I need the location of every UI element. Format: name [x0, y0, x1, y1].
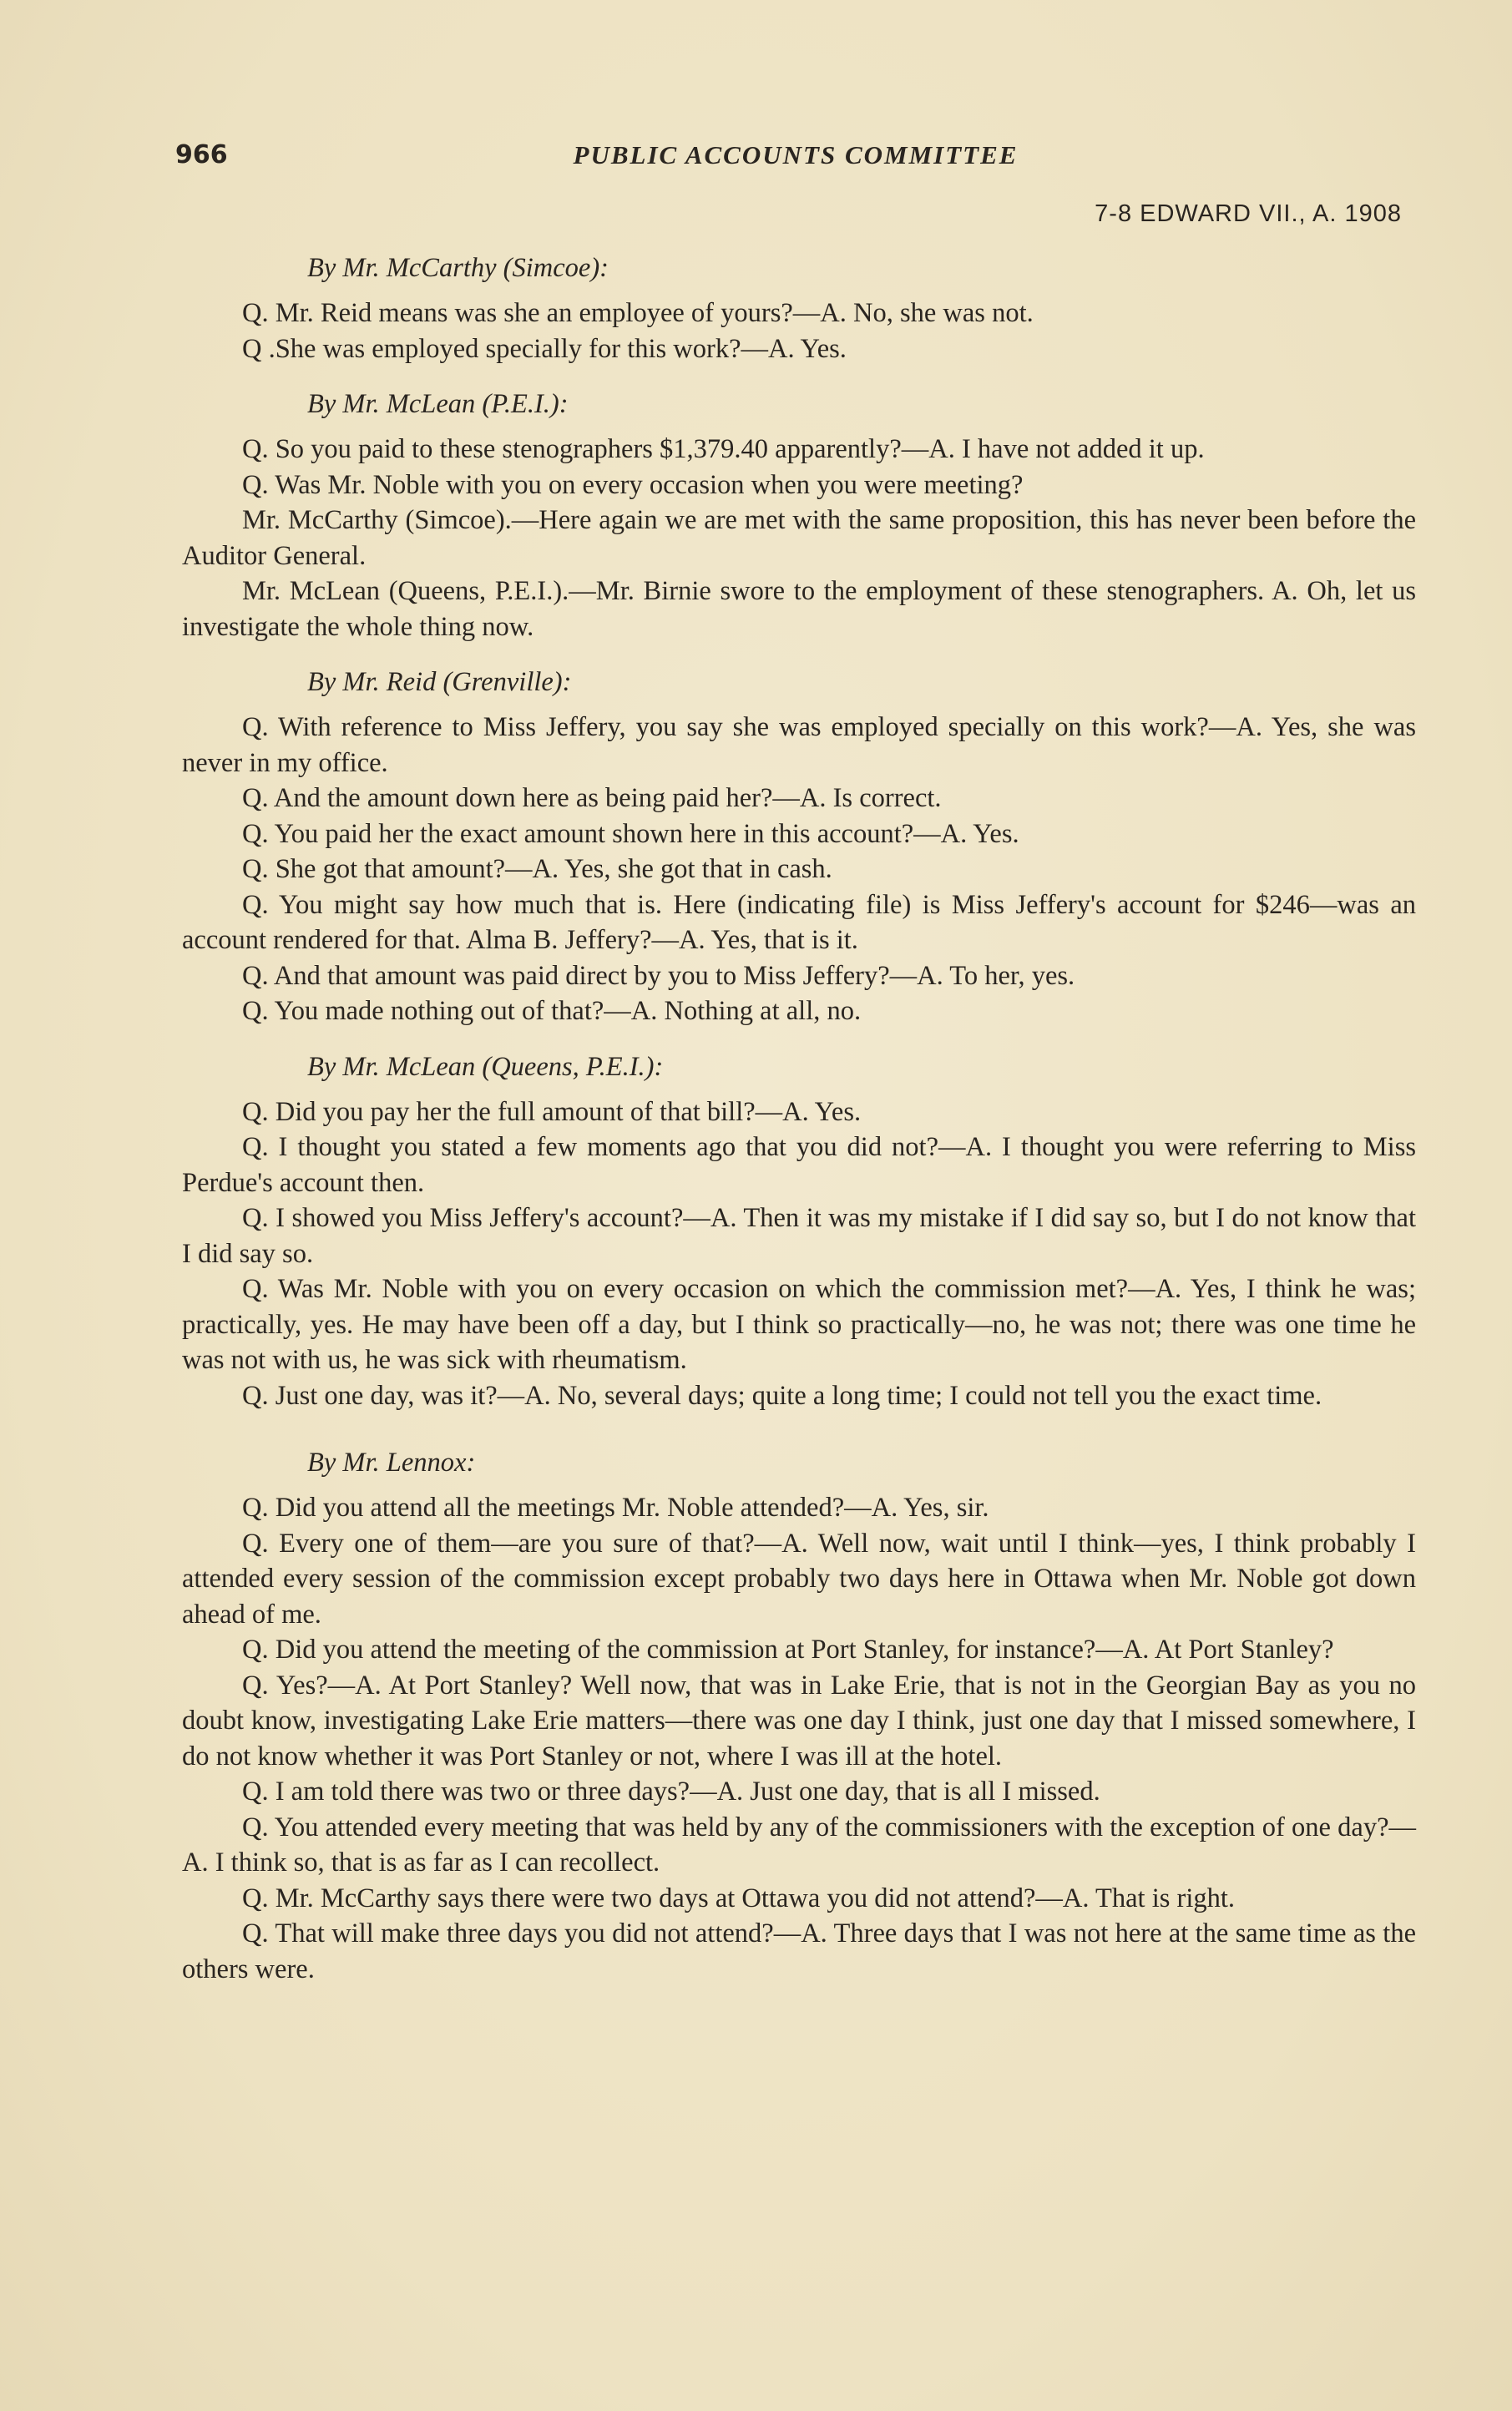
paragraph: Q. Mr. McCarthy says there were two days at Ottawa you did not attend?—A. That is right. [242, 1883, 1236, 1913]
section-heading: By Mr. McCarthy (Simcoe): [307, 253, 609, 283]
paragraph: Q. Did you attend all the meetings Mr. Noble attended?—A. Yes, sir. [242, 1493, 989, 1523]
paragraph: Q. That will make three days you did not attend?—A. Three days that I was not here at the same time as the others were. [182, 1918, 1416, 1984]
paragraph: Q. You paid her the exact amount shown here in this account?—A. Yes. [242, 818, 1019, 849]
paragraph: Q. Did you attend the meeting of the commission at Port Stanley, for instance?—A. At Port Stanley? [242, 1635, 1334, 1665]
paragraph: Mr. McLean (Queens, P.E.I.).—Mr. Birnie swore to the employment of these stenographers. A. Oh, let us investigate the whole thing now. [182, 576, 1416, 642]
paragraph: Q. I showed you Miss Jeffery's account?—A. Then it was my mistake if I did say so, but I do not know that I did say so. [182, 1203, 1416, 1269]
paragraph: Q. You might say how much that is. Here (indicating file) is Miss Jeffery's account for $246—was an account rendered for that. Alma B. Jeffery?—A. Yes, that is it. [182, 889, 1416, 955]
paragraph: Q .She was employed specially for this work?—A. Yes. [242, 333, 847, 364]
paragraph: Q. You made nothing out of that?—A. Nothing at all, no. [242, 996, 862, 1026]
paragraph: Q. Yes?—A. At Port Stanley? Well now, that was in Lake Erie, that is not in the Georgian Bay as you no doubt know, investigating Lake Erie matters—there was one day I think, just one day that I missed somewhere, I do not know whether it was Port Stanley or not, where I was ill at the hotel. [182, 1670, 1416, 1772]
page-number: 966 [175, 140, 228, 169]
paragraph: Q. And that amount was paid direct by you to Miss Jeffery?—A. To her, yes. [242, 960, 1075, 991]
section-heading: By Mr. Lennox: [307, 1448, 476, 1478]
paragraph: Q. And the amount down here as being paid her?—A. Is correct. [242, 783, 942, 813]
paragraph: Q. Every one of them—are you sure of that?—A. Well now, wait until I think—yes, I think probably I attended every session of the commission except probably two days here in Ottawa when Mr. Noble got down ahead of me. [182, 1528, 1416, 1630]
section-heading: By Mr. McLean (P.E.I.): [307, 389, 569, 419]
paragraph: Q. I thought you stated a few moments ago that you did not?—A. I thought you were referring to Miss Perdue's account then. [182, 1132, 1416, 1198]
section-heading: By Mr. Reid (Grenville): [307, 667, 572, 697]
paragraph: Q. Did you pay her the full amount of that bill?—A. Yes. [242, 1096, 862, 1127]
paragraph: Q. She got that amount?—A. Yes, she got that in cash. [242, 854, 832, 884]
edition-line: 7-8 EDWARD VII., A. 1908 [1095, 200, 1402, 227]
paragraph: Q. Was Mr. Noble with you on every occasion on which the commission met?—A. Yes, I think he was; practically, yes. He may have been off a day, but I think so practically—no, he was not; there was one time he was not with us, he was sick with rheumatism. [182, 1274, 1416, 1375]
paragraph: Q. Mr. Reid means was she an employee of yours?—A. No, she was not. [242, 298, 1034, 328]
section-heading: By Mr. McLean (Queens, P.E.I.): [307, 1051, 664, 1082]
paragraph: Q. So you paid to these stenographers $1,379.40 apparently?—A. I have not added it up. [242, 434, 1205, 464]
paragraph: Q. Just one day, was it?—A. No, several days; quite a long time; I could not tell you the exact time. [242, 1380, 1322, 1411]
running-title: PUBLIC ACCOUNTS COMMITTEE [573, 140, 1019, 169]
paragraph: Q. Was Mr. Noble with you on every occasion when you were meeting? [242, 469, 1024, 500]
body-text [182, 250, 1416, 1987]
paragraph: Q. You attended every meeting that was held by any of the commissioners with the exception of one day?—A. I think so, that is as far as I can recollect. [182, 1812, 1416, 1878]
page-header [175, 140, 1416, 174]
paragraph: Mr. McCarthy (Simcoe).—Here again we are met with the same proposition, this has never been before the Auditor General. [182, 505, 1416, 571]
paragraph: Q. I am told there was two or three days?—A. Just one day, that is all I missed. [242, 1777, 1100, 1807]
paragraph: Q. With reference to Miss Jeffery, you say she was employed specially on this work?—A. Yes, she was never in my office. [182, 712, 1416, 778]
